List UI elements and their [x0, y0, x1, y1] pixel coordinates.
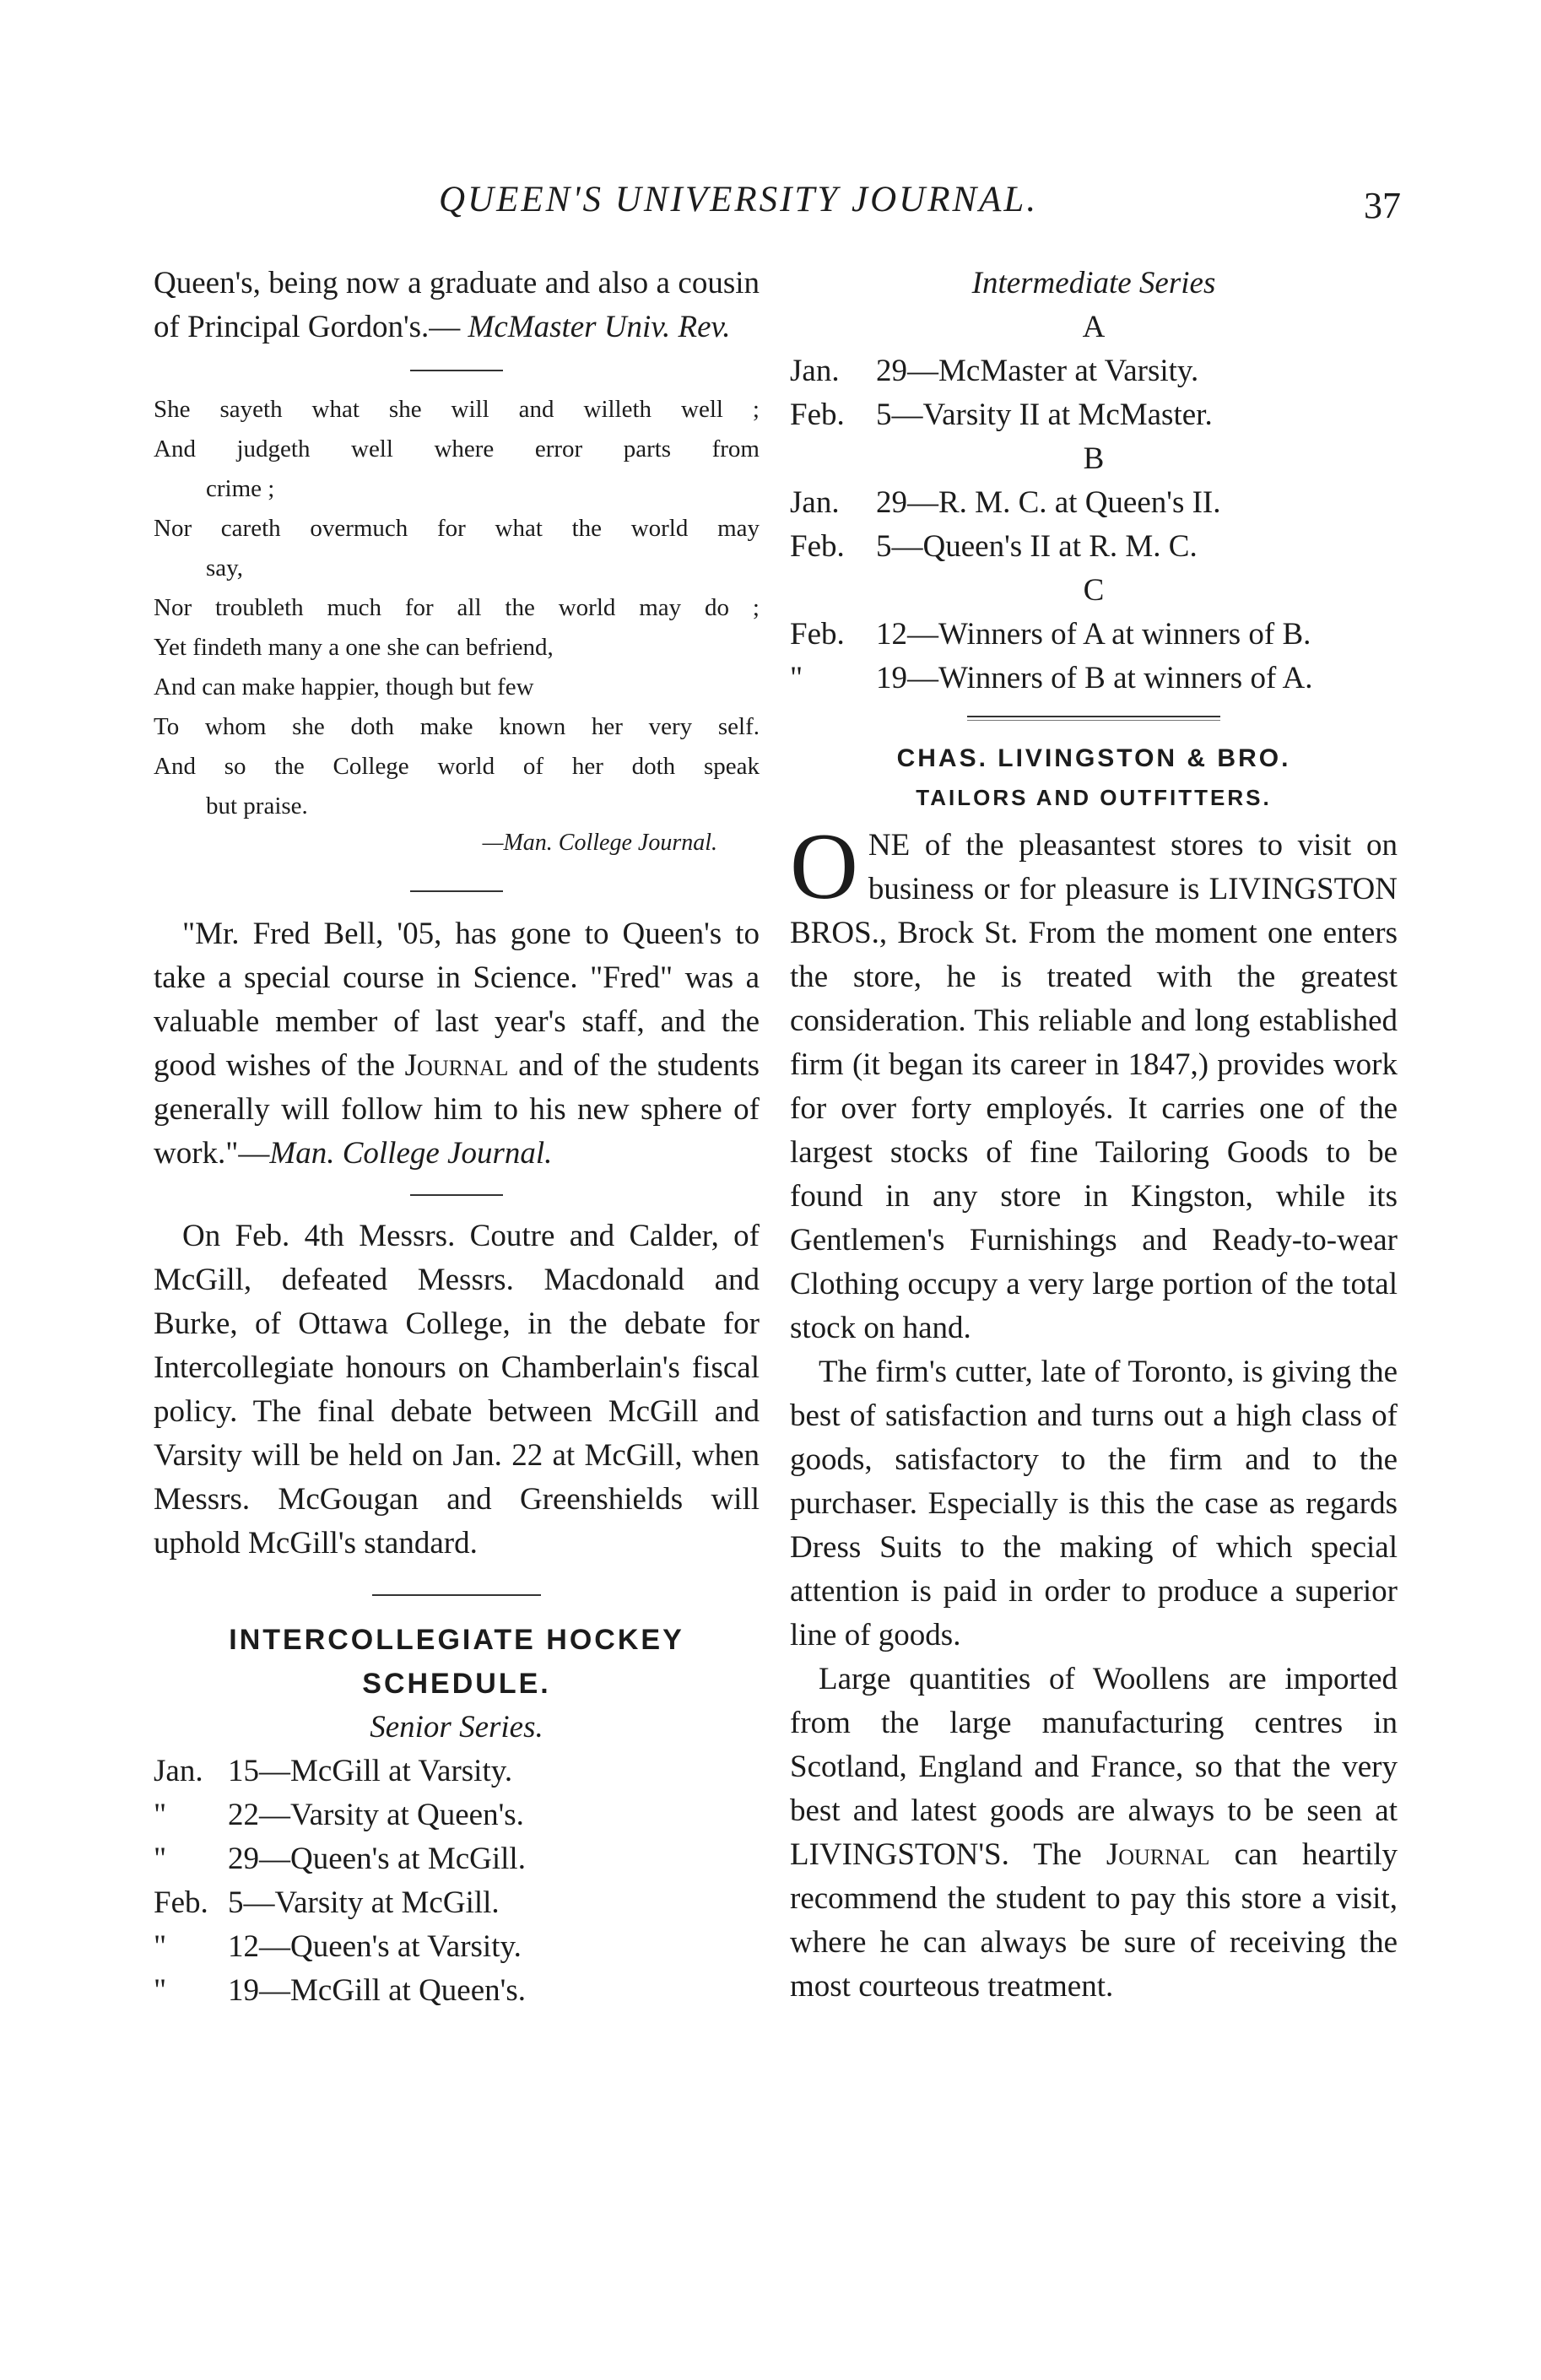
schedule-row	[790, 349, 1398, 393]
ad-paragraph-3-text-a: Large quantities of Woollens are imported from the large manufacturing centres in Scotland, England and France, so that the very best and latest goods are always to be seen at LIVINGSTON'S. The	[790, 1662, 1398, 1872]
schedule-game: 12—Winners of A at winners of B.	[876, 617, 1311, 652]
poem-line: say,	[206, 554, 244, 581]
group-c-label: C	[1083, 573, 1105, 608]
poem-line: She sayeth what she will and willeth well ;	[154, 396, 760, 423]
group-c-schedule	[790, 613, 1398, 700]
schedule-month: Jan.	[790, 354, 840, 388]
poem-line: but praise.	[206, 792, 308, 819]
debate-paragraph: On Feb. 4th Messrs. Coutre and Calder, of McGill, defeated Messrs. Macdonald and Burke, of Ottawa College, in the debate for Intercollegiate honours on Chamberlain's fiscal policy. The final debate between McGill and Varsity will be held on Jan. 22 at McGill, when Messrs. McGougan and Greenshields will uphold McGill's standard.	[154, 1219, 760, 1561]
schedule-month: "	[790, 661, 803, 695]
page-number: 37	[1364, 185, 1401, 226]
ad-paragraph-1	[790, 814, 1398, 1350]
drop-cap: O	[790, 814, 858, 919]
group-a-label: A	[1082, 310, 1106, 344]
poem-line: Nor troubleth much for all the world may do ;	[154, 594, 760, 621]
schedule-month: "	[154, 1842, 167, 1876]
schedule-row	[154, 1881, 760, 1925]
schedule-month: Feb.	[790, 617, 845, 652]
page-header	[0, 179, 1541, 238]
schedule-row	[790, 393, 1398, 437]
poem	[154, 390, 760, 826]
poem-line: And can make happier, though but few	[154, 673, 534, 700]
schedule-month: Feb.	[154, 1885, 208, 1920]
schedule-row	[790, 613, 1398, 657]
poem-line: To whom she doth make known her very self.	[154, 713, 760, 740]
schedule-row	[154, 1750, 760, 1793]
ad-paragraph-1-text: NE of the pleasantest stores to visit on business or for pleasure is LIVINGSTON BROS., Brock St. From the moment one enters the store, he is treated with the greatest consideration. This reliable and long established firm (it began its career in 1847,) provides work for over forty employés. It carries one of the largest stocks of fine Tailoring Goods to be found in any store in Kingston, while its Gentlemen's Furnishings and Ready-to-wear Clothing occupy a very large portion of the total stock on hand.	[790, 828, 1398, 1345]
journal-name: Journal	[404, 1048, 509, 1083]
poem-line: Yet findeth many a one she can befriend,	[154, 634, 554, 661]
schedule-game: 29—R. M. C. at Queen's II.	[876, 485, 1221, 520]
poem-attribution: —Man. College Journal.	[482, 830, 717, 856]
fred-bell-citation: Man. College Journal.	[269, 1136, 553, 1171]
schedule-month: Jan.	[790, 485, 840, 520]
schedule-row	[790, 481, 1398, 525]
schedule-game: 29—Queen's at McGill.	[228, 1842, 526, 1876]
schedule-game: 29—McMaster at Varsity.	[876, 354, 1199, 388]
mcmaster-citation: McMaster Univ. Rev.	[468, 310, 731, 344]
ad-paragraph-2: The firm's cutter, late of Toronto, is giving the best of satisfaction and turns out a high class of goods, satisfactory to the firm and to the purchaser. Especially is this the case as regards Dress Suits to the making of which special attention is paid in order to produce a superior line of goods.	[790, 1355, 1398, 1652]
intermediate-series-title: Intermediate Series	[971, 266, 1216, 300]
schedule-row	[790, 525, 1398, 569]
fred-bell-text-a: "Mr. Fred Bell, '05, has gone to Queen's to take a special course in Science. "Fred" was a valuable member of last year's staff, and the good wishes of the	[154, 917, 760, 1083]
schedule-game: 19—Winners of B at winners of A.	[876, 661, 1313, 695]
left-column	[154, 262, 760, 2013]
schedule-month: Feb.	[790, 398, 845, 432]
schedule-game: 5—Varsity II at McMaster.	[876, 398, 1213, 432]
group-a-schedule	[790, 349, 1398, 437]
hockey-schedule-heading: INTERCOLLEGIATE HOCKEY	[229, 1624, 684, 1656]
schedule-game: 22—Varsity at Queen's.	[228, 1798, 524, 1832]
schedule-row	[154, 1969, 760, 2013]
fred-bell-text-b: and of the students generally will follow him to his new sphere of work."—	[154, 1048, 760, 1171]
ad-heading: CHAS. LIVINGSTON & BRO.	[896, 744, 1291, 772]
poem-line: And judgeth well where error parts from	[154, 435, 760, 462]
right-column	[790, 262, 1398, 2009]
schedule-row	[790, 657, 1398, 700]
schedule-row	[154, 1925, 760, 1969]
schedule-game: 19—McGill at Queen's.	[228, 1973, 526, 2008]
schedule-month: "	[154, 1798, 167, 1832]
ad-paragraph-3-text-b: can heartily recommend the student to pay this store a visit, where he can always be sure of receiving the most courteous treatment.	[790, 1837, 1398, 2004]
group-b-label: B	[1083, 441, 1105, 476]
fred-bell-paragraph	[154, 912, 760, 1176]
hockey-schedule-subheading: SCHEDULE.	[362, 1668, 551, 1700]
poem-line: And so the College world of her doth speak	[154, 753, 760, 780]
schedule-game: 15—McGill at Varsity.	[228, 1754, 513, 1788]
schedule-month: Jan.	[154, 1754, 203, 1788]
poem-line: Nor careth overmuch for what the world may	[154, 515, 760, 542]
schedule-game: 5—Varsity at McGill.	[228, 1885, 500, 1920]
running-title: QUEEN'S UNIVERSITY JOURNAL.	[439, 180, 1039, 219]
schedule-month: Feb.	[790, 529, 845, 564]
schedule-month: "	[154, 1973, 167, 2008]
group-b-schedule	[790, 481, 1398, 569]
senior-series-schedule	[154, 1750, 760, 2013]
ad-subheading: TAILORS AND OUTFITTERS.	[916, 785, 1272, 810]
schedule-row	[154, 1837, 760, 1881]
senior-series-title: Senior Series.	[370, 1710, 543, 1744]
mcmaster-excerpt	[154, 262, 760, 349]
journal-name: Journal	[1106, 1837, 1210, 1872]
schedule-game: 12—Queen's at Varsity.	[228, 1929, 522, 1964]
schedule-game: 5—Queen's II at R. M. C.	[876, 529, 1198, 564]
schedule-month: "	[154, 1929, 167, 1964]
poem-line: crime ;	[206, 475, 275, 502]
ad-paragraph-3	[790, 1658, 1398, 2009]
mcmaster-excerpt-text: Queen's, being now a graduate and also a cousin of Principal Gordon's.—	[154, 266, 760, 344]
schedule-row	[154, 1793, 760, 1837]
